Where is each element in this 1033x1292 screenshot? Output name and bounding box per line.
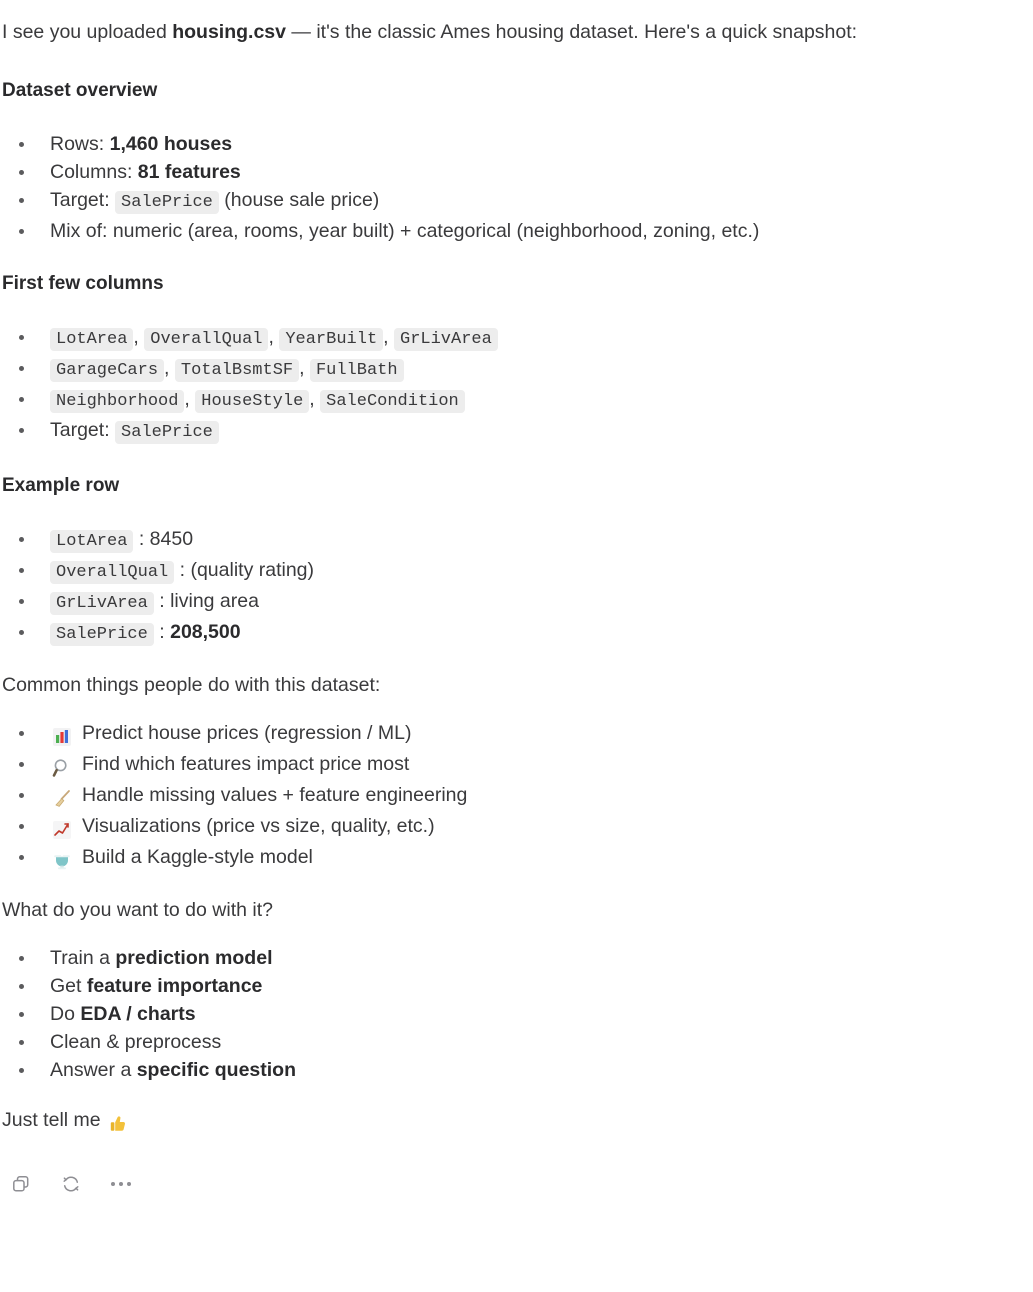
item-bold: 208,500 — [170, 621, 241, 643]
magnifying-glass-emoji — [50, 753, 74, 781]
code-chip-neighborhood: Neighborhood — [50, 390, 184, 413]
list-item — [0, 416, 1033, 447]
closing-text: Just tell me — [2, 1109, 107, 1131]
intro-before: I see you uploaded — [2, 21, 173, 43]
section-heading-dataset-overview: Dataset overview — [2, 80, 158, 101]
list-item — [0, 1056, 1033, 1084]
item-text: Handle missing values + feature engineering — [82, 784, 468, 806]
list-item — [0, 1000, 1033, 1028]
list-item — [0, 719, 1033, 750]
thumbs-up-emoji — [106, 1109, 130, 1137]
item-label: Target: — [50, 419, 116, 441]
closing-line — [2, 1106, 1033, 1137]
item-label: Mix of: numeric (area, rooms, year built) + categorical (neighborhood, zoning, etc.) — [50, 220, 760, 242]
chart-increasing-emoji — [50, 815, 74, 843]
ellipsis-icon — [111, 1182, 131, 1186]
item-after: (house sale price) — [218, 189, 380, 211]
list-item — [0, 618, 1033, 649]
broom-emoji — [50, 784, 74, 812]
section-heading-example-row: Example row — [2, 475, 120, 496]
list-item — [0, 843, 1033, 874]
section-heading-first-few-columns: First few columns — [2, 273, 164, 294]
followup-question: What do you want to do with it? — [2, 899, 273, 921]
bar-chart-emoji — [50, 722, 74, 750]
list-item — [0, 587, 1033, 618]
code-chip-overallqual: OverallQual — [144, 328, 268, 351]
message-action-bar — [0, 1171, 1033, 1197]
list-item — [0, 1028, 1033, 1056]
list-item — [0, 217, 1033, 245]
list-item — [0, 781, 1033, 812]
dataset-overview-list — [0, 130, 1033, 245]
option-bold: feature importance — [86, 975, 263, 997]
list-item — [0, 186, 1033, 217]
item-label: Columns: — [50, 161, 138, 183]
item-after: : (quality rating) — [174, 559, 315, 581]
option-plain: Clean & preprocess — [50, 1031, 222, 1053]
list-item — [0, 750, 1033, 781]
list-item — [0, 158, 1033, 186]
first-few-columns-list — [0, 323, 1033, 447]
uploaded-filename: housing.csv — [172, 21, 286, 43]
option-plain: Answer a — [50, 1059, 137, 1081]
item-label: Target: — [50, 189, 116, 211]
option-bold: EDA / charts — [80, 1003, 196, 1025]
code-chip-totalbsmtsf: TotalBsmtSF — [175, 359, 299, 382]
list-item — [0, 556, 1033, 587]
list-item: GarageCars , TotalBsmtSF , FullBath — [0, 354, 1033, 385]
copy-button[interactable] — [8, 1171, 34, 1197]
item-after: : 8450 — [133, 528, 194, 550]
item-label: Rows: — [50, 133, 110, 155]
list-item — [0, 812, 1033, 843]
code-chip-saleprice: SalePrice — [115, 421, 219, 444]
option-plain: Do — [50, 1003, 81, 1025]
item-text: Build a Kaggle-style model — [82, 846, 313, 868]
common-things-list — [0, 719, 1033, 874]
list-item: LotArea , OverallQual , YearBuilt , GrLivArea — [0, 323, 1033, 354]
item-text: Find which features impact price most — [82, 753, 410, 775]
code-chip-lotarea: LotArea — [50, 328, 133, 351]
code-chip-saleprice: SalePrice — [50, 623, 154, 646]
item-after: : living area — [153, 590, 259, 612]
item-text: Visualizations (price vs size, quality, etc.) — [82, 815, 435, 837]
option-plain: Train a — [50, 947, 116, 969]
regenerate-button[interactable] — [58, 1171, 84, 1197]
option-plain: Get — [50, 975, 87, 997]
code-chip-salecondition: SaleCondition — [320, 390, 465, 413]
item-bold: 81 features — [137, 161, 241, 183]
more-options-button[interactable] — [108, 1171, 134, 1197]
item-text: Predict house prices (regression / ML) — [82, 722, 412, 744]
code-chip-saleprice: SalePrice — [115, 191, 219, 214]
item-after: : — [153, 621, 171, 643]
trophy-emoji — [50, 846, 74, 874]
options-list — [0, 944, 1033, 1084]
list-item — [0, 944, 1033, 972]
list-item — [0, 525, 1033, 556]
code-chip-yearbuilt: YearBuilt — [279, 328, 383, 351]
option-bold: prediction model — [115, 947, 273, 969]
intro-paragraph — [2, 14, 1033, 46]
code-chip-housestyle: HouseStyle — [195, 390, 309, 413]
example-row-list — [0, 525, 1033, 649]
intro-after: — it's the classic Ames housing dataset. Here's a quick snapshot: — [286, 21, 858, 43]
item-bold: 1,460 houses — [109, 133, 233, 155]
list-item: Neighborhood , HouseStyle , SaleCondition — [0, 385, 1033, 416]
list-item — [0, 130, 1033, 158]
list-item — [0, 972, 1033, 1000]
common-things-intro: Common things people do with this dataset: — [2, 674, 381, 696]
code-chip-garagecars: GarageCars — [50, 359, 164, 382]
code-chip-grlivarea: GrLivArea — [50, 592, 154, 615]
code-chip-grlivarea: GrLivArea — [394, 328, 498, 351]
option-bold: specific question — [136, 1059, 296, 1081]
code-chip-fullbath: FullBath — [310, 359, 404, 382]
code-chip-lotarea: LotArea — [50, 530, 133, 553]
code-chip-overallqual: OverallQual — [50, 561, 174, 584]
